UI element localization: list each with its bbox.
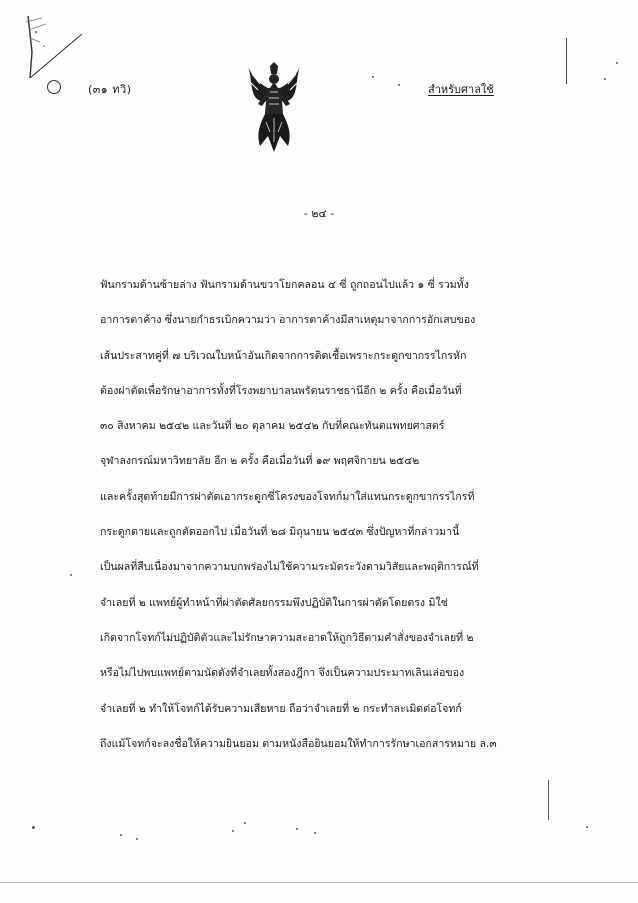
scan-speck bbox=[372, 76, 374, 78]
page-number: - ๒๔ - bbox=[303, 207, 335, 220]
scan-speck bbox=[70, 574, 72, 576]
sheet-count: (๓๑ ทวิ) bbox=[88, 83, 132, 96]
scan-speck bbox=[32, 826, 35, 829]
text-line: เป็นผลที่สืบเนื่องมาจากความบกพร่องไม่ใช้ความระมัดระวังตามวิสัยและพฤติการณ์ที่ bbox=[100, 561, 479, 574]
text-line: จำเลยที่ ๒ แพทย์ผู้ทำหน้าที่ผ่าตัดศัลยกรรมพึงปฏิบัติในการผ่าตัดโดยตรง มิใช่ bbox=[100, 596, 448, 609]
scan-speck bbox=[244, 822, 246, 824]
court-use-label: สำหรับศาลใช้ bbox=[428, 83, 494, 96]
scan-speck bbox=[296, 828, 298, 830]
scan-edge-line bbox=[548, 780, 549, 820]
scan-edge-line bbox=[566, 38, 567, 84]
text-line: และครั้งสุดท้ายมีการผ่าตัดเอากระดูกซี่โครงของโจทก์มาใส่แทนกระดูกขากรรไกรที่ bbox=[100, 490, 475, 503]
text-line: ถึงแม้โจทก์จะลงชื่อให้ความยินยอม ตามหนังสือยินยอมให้ทำการรักษาเอกสารหมาย ล.๓ bbox=[100, 737, 497, 750]
text-line: เกิดจากโจทก์ไม่ปฏิบัติตัวและไม่รักษาความสะอาดให้ถูกวิธีตามคำสั่งของจำเลยที่ ๒ bbox=[100, 631, 474, 644]
punch-hole-icon bbox=[47, 80, 61, 94]
text-line: อาการตาค้าง ซึ่งนายกำธรเบิกความว่า อาการตาค้างมีสาเหตุมาจากการอักเสบของ bbox=[100, 314, 476, 327]
text-line: ต้องผ่าตัดเพื่อรักษาอาการทั้งที่โรงพยาบาลนพรัตนราชธานีอีก ๒ ครั้ง คือเมื่อวันที่ bbox=[100, 384, 462, 397]
text-line: ฟันกรามด้านซ้ายล่าง ฟันกรามด้านขวาโยกคลอน ๔ ซี่ ถูกถอนไปแล้ว ๑ ซี่ รวมทั้ง bbox=[100, 279, 469, 291]
corner-scan-mark-icon bbox=[20, 12, 90, 82]
scan-speck bbox=[232, 830, 234, 832]
text-line: จุฬาลงกรณ์มหาวิทยาลัย อีก ๒ ครั้ง คือเมื่อวันที่ ๑๙ พฤศจิกายน ๒๕๔๒ bbox=[100, 455, 420, 468]
text-line: ๓๐ สิงหาคม ๒๕๔๒ และวันที่ ๒๐ ตุลาคม ๒๕๔๒ กับที่คณะทันตแพทยศาสตร์ bbox=[100, 420, 445, 433]
text-line: เส้นประสาทคู่ที่ ๗ บริเวณใบหน้าอันเกิดจากการติดเชื้อเพราะกระดูกขากรรไกรหัก bbox=[100, 349, 467, 362]
scan-speck bbox=[586, 826, 588, 828]
scan-speck bbox=[314, 832, 316, 834]
scan-speck bbox=[398, 84, 400, 86]
scan-speck bbox=[120, 834, 122, 836]
text-line: กระดูกตายและถูกตัดออกไป เมื่อวันที่ ๒๘ มิถุนายน ๒๕๔๓ ซึ่งปัญหาที่กล่าวมานี้ bbox=[100, 526, 460, 539]
scan-speck bbox=[616, 62, 618, 64]
body-text bbox=[100, 268, 560, 762]
scan-speck bbox=[136, 838, 138, 840]
garuda-emblem-icon bbox=[246, 62, 302, 154]
text-line: จำเลยที่ ๒ ทำให้โจทก์ได้รับความเสียหาย ถือว่าจำเลยที่ ๒ กระทำละเมิดต่อโจทก์ bbox=[100, 702, 462, 715]
page-bottom-edge bbox=[0, 882, 638, 883]
text-line: หรือไม่ไปพบแพทย์ตามนัดดังที่จำเลยทั้งสองฎีกา จึงเป็นความประมาทเลินเล่อของ bbox=[100, 667, 465, 680]
scan-speck bbox=[604, 78, 606, 80]
